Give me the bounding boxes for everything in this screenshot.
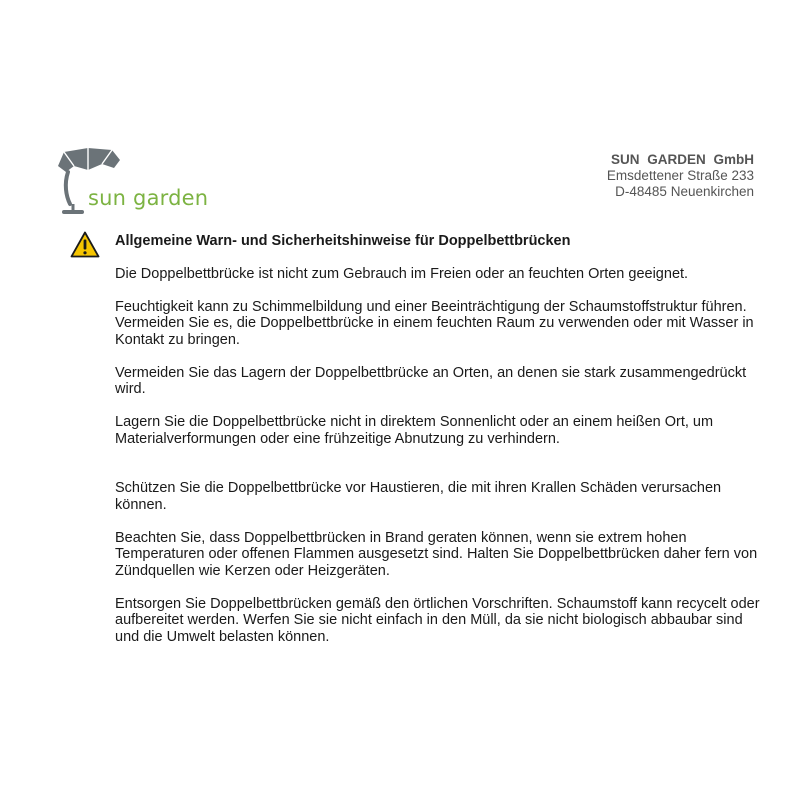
paragraph-storage-pressure: Vermeiden Sie das Lagern der Doppelbettbrücke an Orten, an denen sie stark zusammengedrückt wird. xyxy=(115,364,747,397)
logo-text: sun garden xyxy=(88,186,209,210)
safety-notes xyxy=(115,233,765,662)
paragraph-sunlight: Lagern Sie die Doppelbettbrücke nicht in direktem Sonnenlicht oder an einem heißen Ort, um Materialverformungen oder eine frühzeitige Abnutzung zu verhindern. xyxy=(115,414,714,447)
paragraph-disposal: Entsorgen Sie Doppelbettbrücken gemäß den örtlichen Vorschriften. Schaumstoff kann recycelt oder aufbereitet werden. Werfen Sie sie nicht einfach in den Müll, da sie nicht biologisch abbaubar sind und die Umwelt belasten können. xyxy=(115,595,760,645)
company-city: D-48485 Neuenkirchen xyxy=(615,184,754,199)
paragraph-pets: Schützen Sie die Doppelbettbrücke vor Haustieren, die mit ihren Krallen Schäden verursachen können. xyxy=(115,480,722,513)
paragraph-fire: Beachten Sie, dass Doppelbettbrücken in Brand geraten können, wenn sie extrem hohen Temperaturen oder offenen Flammen ausgesetzt sind. Halten Sie Doppelbettbrücken daher fern von Zündquellen wie Kerzen oder Heizgeräten. xyxy=(115,529,758,579)
document-title: Allgemeine Warn- und Sicherheitshinweise für Doppelbettbrücken xyxy=(115,233,571,249)
paragraph-outdoor: Die Doppelbettbrücke ist nicht zum Gebrauch im Freien oder an feuchten Orten geeignet. xyxy=(115,265,689,282)
company-address xyxy=(607,152,754,200)
company-name: SUN GARDEN GmbH xyxy=(610,152,754,167)
paragraph-humidity: Feuchtigkeit kann zu Schimmelbildung und einer Beeinträchtigung der Schaumstoffstruktur führen. Vermeiden Sie es, die Doppelbettbrücke in einem feuchten Raum zu verwenden oder mit Wasser in Kontakt zu bringen. xyxy=(115,298,754,348)
warning-triangle-icon xyxy=(70,231,100,258)
company-street: Emsdettener Straße 233 xyxy=(606,168,754,183)
company-logo xyxy=(54,146,214,218)
